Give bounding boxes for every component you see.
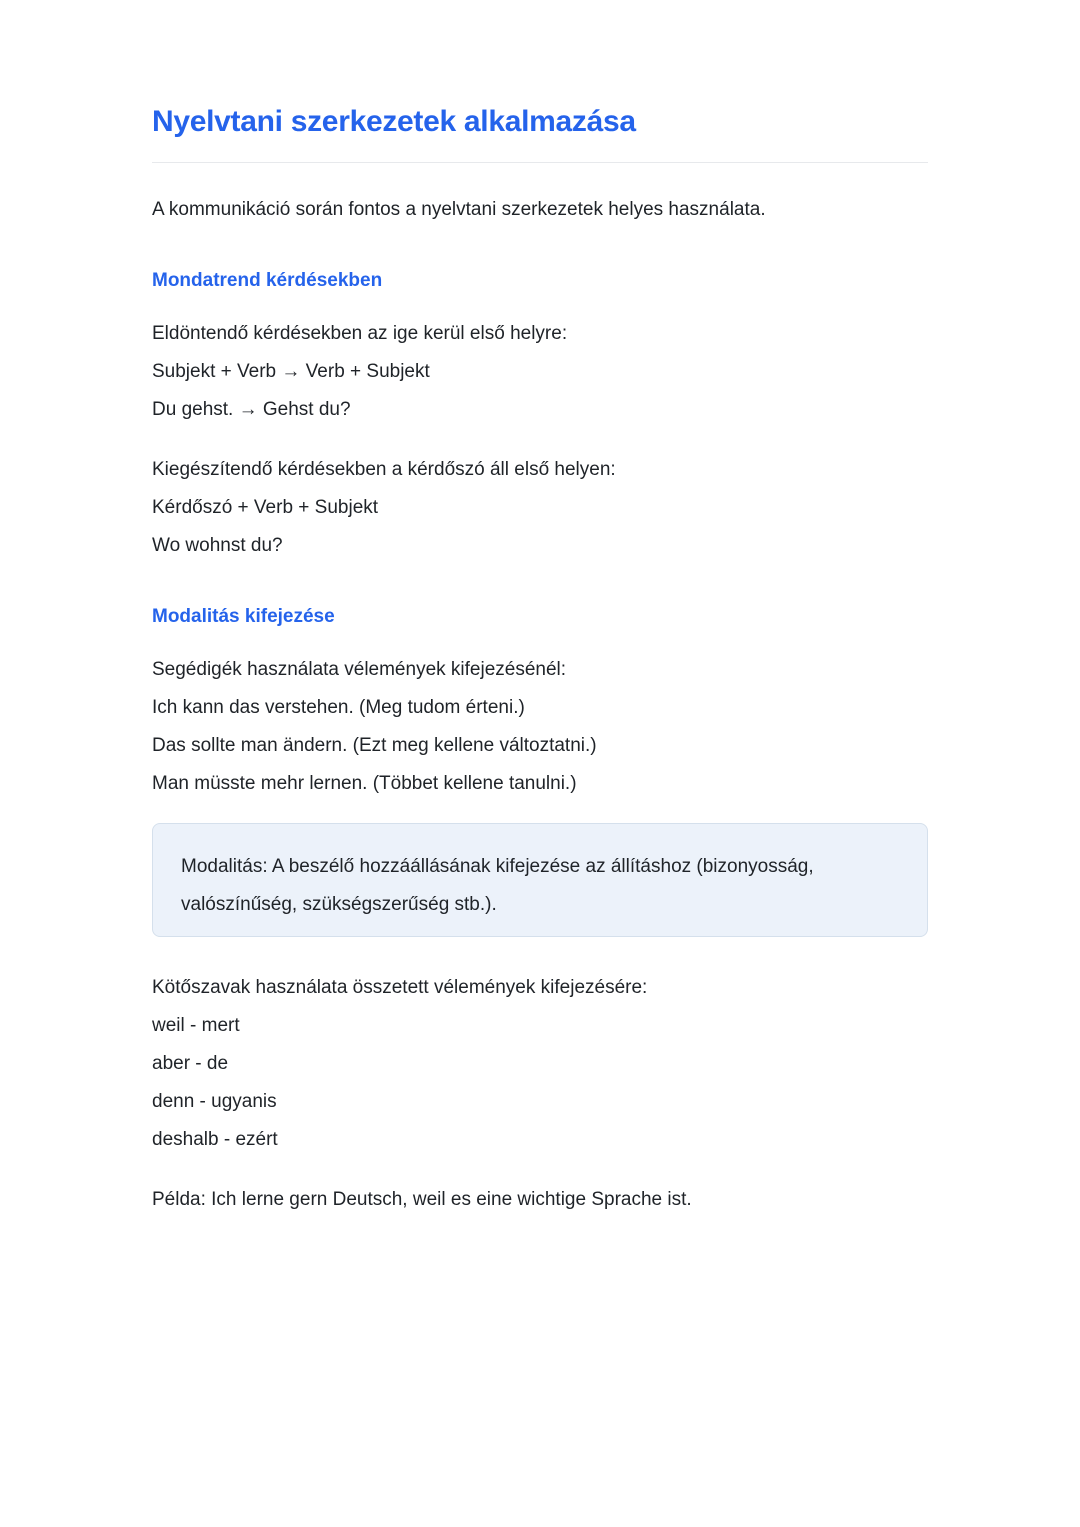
text-line: denn - ugyanis	[152, 1091, 277, 1112]
intro-paragraph: A kommunikáció során fontos a nyelvtani szerkezetek helyes használata.	[152, 199, 766, 220]
document-page	[152, 0, 928, 1219]
section-heading-modality: Modalitás kifejezése	[152, 606, 335, 627]
text-line: Kérdőszó + Verb + Subjekt	[152, 497, 379, 518]
modality-callout-box	[152, 823, 928, 937]
text-line: Man müsste mehr lernen. (Többet kellene tanulni.)	[152, 773, 577, 794]
text-line: Du gehst. → Gehst du?	[152, 399, 351, 420]
paragraph-yes-no-questions	[152, 315, 928, 429]
text-line: Segédigék használata vélemények kifejezésénél:	[152, 659, 567, 680]
text-line: Kiegészítendő kérdésekben a kérdőszó áll első helyen:	[152, 459, 616, 480]
callout-text: Modalitás: A beszélő hozzáállásának kifejezése az állításhoz (bizonyosság, valószínűség, szükségszerűség stb.).	[181, 856, 814, 915]
paragraph-wh-questions	[152, 451, 928, 565]
paragraph-modal-verbs	[152, 651, 928, 803]
page-title: Nyelvtani szerkezetek alkalmazása	[152, 105, 636, 138]
text-line: aber - de	[152, 1053, 229, 1074]
paragraph-conjunctions	[152, 969, 928, 1159]
paragraph-example: Példa: Ich lerne gern Deutsch, weil es eine wichtige Sprache ist.	[152, 1189, 692, 1210]
text-line: deshalb - ezért	[152, 1129, 278, 1150]
text-line: Wo wohnst du?	[152, 535, 283, 556]
title-divider	[152, 162, 928, 163]
text-line: Ich kann das verstehen. (Meg tudom érteni.)	[152, 697, 525, 718]
section-heading-word-order: Mondatrend kérdésekben	[152, 270, 383, 291]
text-line: Kötőszavak használata összetett vélemények kifejezésére:	[152, 977, 648, 998]
text-line: Eldöntendő kérdésekben az ige kerül első helyre:	[152, 323, 568, 344]
text-line: weil - mert	[152, 1015, 240, 1036]
text-line: Subjekt + Verb → Verb + Subjekt	[152, 361, 430, 382]
text-line: Das sollte man ändern. (Ezt meg kellene változtatni.)	[152, 735, 597, 756]
